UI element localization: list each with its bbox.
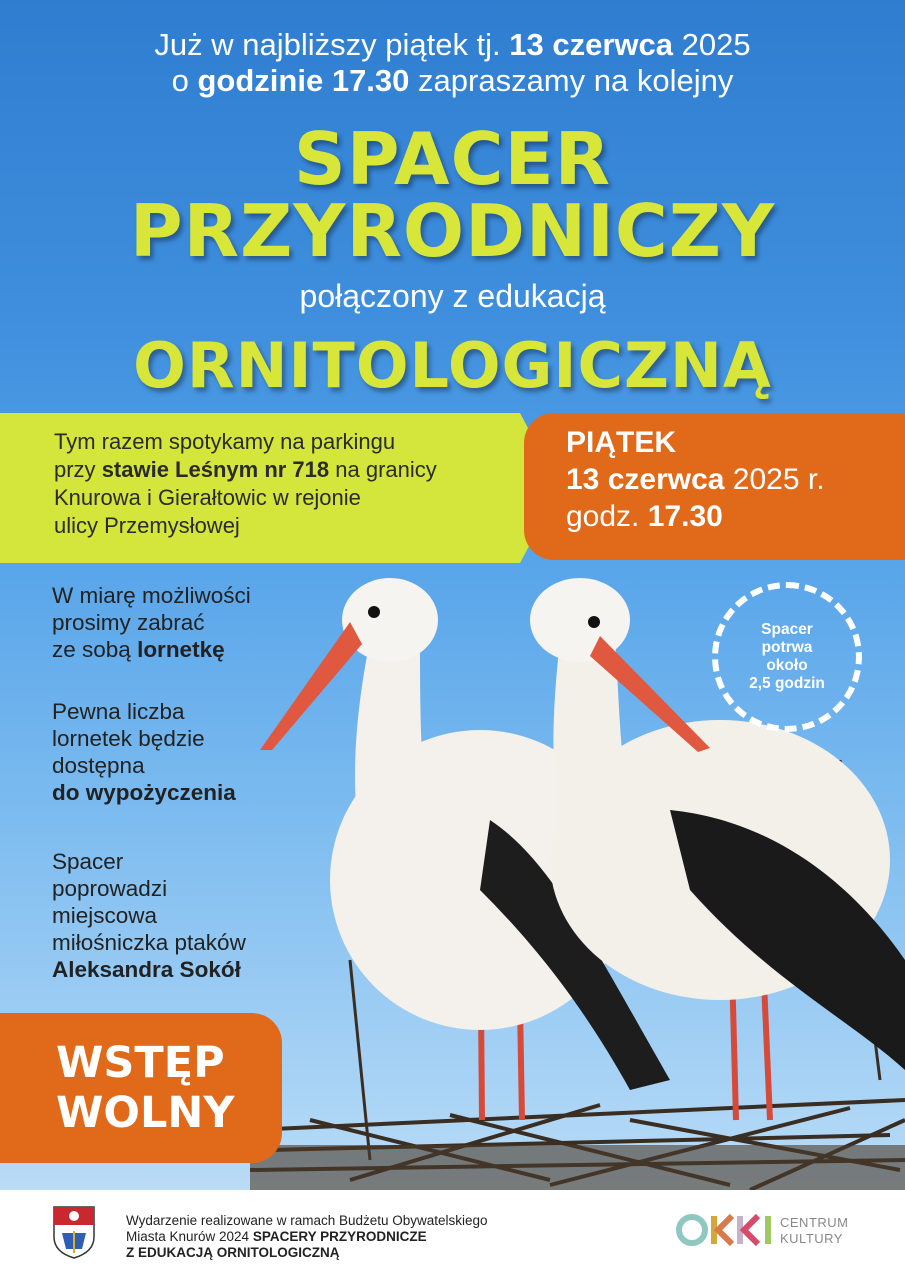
binoculars-note: W miarę możliwości prosimy zabrać ze sobą lornetkę <box>52 583 251 662</box>
date-box-text: PIĄTEK 13 czerwca 2025 r. godz. 17.30 <box>566 426 825 533</box>
guide-note: Spacer poprowadzi miejscowa miłośniczka ptaków Aleksandra Sokół <box>52 849 246 982</box>
footer-text: Wydarzenie realizowane w ramach Budżetu Obywatelskiego Miasta Knurów 2024 SPACERY PRZYRODNICZE Z EDUKACJĄ ORNITOLOGICZNĄ <box>126 1213 488 1260</box>
title-line-2: PRZYRODNICZY <box>129 189 776 273</box>
duration-badge: Spacer potrwa około 2,5 godzin <box>712 582 862 732</box>
city-crest-icon <box>52 1203 96 1259</box>
rental-note: Pewna liczba lornetek będzie dostępna do wypożyczenia <box>52 699 236 805</box>
title-subtitle: połączony z edukacją <box>299 278 606 314</box>
location-text: Tym razem spotykamy na parkingu przy stawie Leśnym nr 718 na granicy Knurowa i Gierałtowic w rejonie ulicy Przemysłowej <box>54 429 437 538</box>
intro-line-1: Już w najbliższy piątek tj. 13 czerwca 2025 <box>154 27 751 62</box>
intro-line-2: o godzinie 17.30 zapraszamy na kolejny <box>171 63 734 98</box>
free-entry-text: WSTĘP WOLNY <box>56 1038 235 1138</box>
title-line-3: ORNITOLOGICZNĄ <box>133 329 772 402</box>
centrum-kultury-label: CENTRUM KULTURY <box>780 1215 849 1246</box>
centrum-kultury-logo-icon <box>676 1210 776 1250</box>
title-line-1: SPACER <box>293 117 612 201</box>
